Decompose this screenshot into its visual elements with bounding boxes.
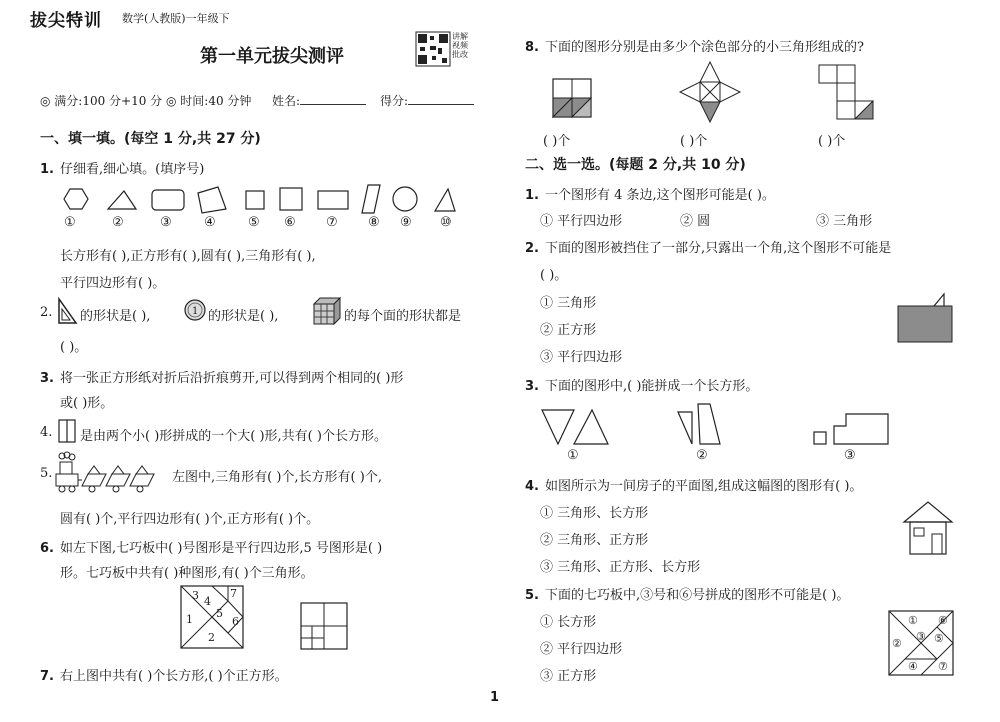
r-q3-figure-1 <box>540 408 610 446</box>
r-q3-figure-2 <box>676 402 724 446</box>
shape-train-figure <box>54 452 170 494</box>
qr-label: 讲解视频批改 <box>452 32 468 59</box>
r-q3-label-2[interactable]: ② <box>696 448 708 463</box>
q3-line-2[interactable]: 或( )形。 <box>60 396 114 411</box>
hidden-shape-figure <box>896 292 954 344</box>
r-q5-option-2[interactable]: ② 平行四边形 <box>540 642 623 657</box>
q6-line-2[interactable]: 形。七巧板中共有( )种图形,有( )个三角形。 <box>60 566 314 581</box>
cube-icon <box>312 296 342 326</box>
score-field[interactable] <box>380 92 474 109</box>
brand-part-b: 特训 <box>66 11 102 31</box>
q4-number: 4. <box>40 425 53 440</box>
r-tangram-label-3: ③ <box>916 630 926 643</box>
tangram-label-6: 6 <box>232 615 239 628</box>
r-tangram-label-7: ⑦ <box>938 660 948 673</box>
q1-label-8: ⑧ <box>368 215 380 230</box>
r-q3-figure-3 <box>812 412 892 446</box>
r-q5-text: 5. 下面的七巧板中,③号和⑥号拼成的图形不可能是( )。 <box>525 588 850 603</box>
q7-text[interactable]: 7. 右上图中共有( )个长方形,( )个正方形。 <box>40 669 288 684</box>
tangram-label-2: 2 <box>208 631 215 644</box>
r-q1-option-3[interactable]: ③ 三角形 <box>816 214 873 229</box>
name-field[interactable] <box>272 92 366 109</box>
q1-label-5: ⑤ <box>248 215 260 230</box>
r-q4-option-1[interactable]: ① 三角形、长方形 <box>540 506 649 521</box>
q2-number: 2. <box>40 305 53 320</box>
grade-label: 数学(人教版)一年级下 <box>122 12 230 25</box>
q8-figure-2 <box>680 62 740 122</box>
q2-part-b[interactable]: 的形状是( ), <box>208 309 279 324</box>
r-tangram-label-4: ④ <box>908 660 918 673</box>
r-q5-option-1[interactable]: ① 长方形 <box>540 615 597 630</box>
r-q2-option-3[interactable]: ③ 平行四边形 <box>540 350 623 365</box>
tangram-label-1: 1 <box>186 613 193 626</box>
r-tangram-label-5: ⑤ <box>934 632 944 645</box>
q1-answer-line-2[interactable]: 平行四边形有( )。 <box>60 276 166 291</box>
q2-part-a[interactable]: 的形状是( ), <box>80 309 151 324</box>
q5-line-1[interactable]: 左图中,三角形有( )个,长方形有( )个, <box>172 470 382 485</box>
qr-code-icon <box>416 32 450 66</box>
section-2-heading: 二、选一选。(每题 2 分,共 10 分) <box>525 157 746 173</box>
tangram-label-5: 5 <box>216 607 223 620</box>
r-q2-option-2[interactable]: ② 正方形 <box>540 323 597 338</box>
r-q1-text: 1. 一个图形有 4 条边,这个图形可能是( )。 <box>525 188 775 203</box>
r-q2-option-1[interactable]: ① 三角形 <box>540 296 597 311</box>
r-q4-option-2[interactable]: ② 三角形、正方形 <box>540 533 649 548</box>
q1-label-2: ② <box>112 215 124 230</box>
r-q3-text: 3. 下面的图形中,( )能拼成一个长方形。 <box>525 379 759 394</box>
q1-label-7: ⑦ <box>326 215 338 230</box>
coin-icon <box>184 299 206 321</box>
q1-answer-line-1[interactable]: 长方形有( ),正方形有( ),圆有( ),三角形有( ), <box>60 249 316 264</box>
q1-label-6: ⑥ <box>284 215 296 230</box>
r-q4-option-3[interactable]: ③ 三角形、正方形、长方形 <box>540 560 701 575</box>
page-title: 第一单元拔尖测评 <box>200 46 344 67</box>
q1-prompt: 1. 仔细看,细心填。(填序号) <box>40 162 205 177</box>
score-label: 得分: <box>380 94 409 108</box>
r-q2-line-1: 2. 下面的图形被挡住了一部分,只露出一个角,这个图形不可能是 <box>525 241 892 256</box>
time-info: ◎ 时间:40 分钟 <box>166 94 252 108</box>
r-q3-label-3[interactable]: ③ <box>844 448 856 463</box>
q1-label-4: ④ <box>204 215 216 230</box>
r-q3-label-1[interactable]: ① <box>567 448 579 463</box>
two-rectangles-icon <box>58 419 76 443</box>
score-info: ◎ 满分:100 分+10 分 <box>40 94 163 108</box>
tangram-label-7: 7 <box>230 587 237 600</box>
q1-label-3: ③ <box>160 215 172 230</box>
q1-label-9: ⑨ <box>400 215 412 230</box>
house-figure <box>902 500 954 556</box>
q3-line-1[interactable]: 3. 将一张正方形纸对折后沿折痕剪开,可以得到两个相同的( )形 <box>40 371 404 386</box>
q4-text[interactable]: 是由两个小( )形拼成的一个大( )形,共有( )个长方形。 <box>80 429 387 444</box>
tangram-label-4: 4 <box>204 595 211 608</box>
brand-logo <box>30 6 102 31</box>
r-tangram-label-1: ① <box>908 614 918 627</box>
r-tangram-label-2: ② <box>892 637 902 650</box>
r-q5-tangram-figure <box>888 610 954 676</box>
r-q1-option-1[interactable]: ① 平行四边形 <box>540 214 623 229</box>
svg-text:1: 1 <box>192 306 199 317</box>
page-number: 1 <box>490 690 500 705</box>
r-q2-line-2[interactable]: ( )。 <box>540 268 568 283</box>
r-q1-option-2[interactable]: ② 圆 <box>680 214 711 229</box>
q2-part-c: 的每个面的形状都是 <box>344 309 462 324</box>
q8-text: 8. 下面的图形分别是由多少个涂色部分的小三角形组成的? <box>525 40 864 55</box>
name-label: 姓名: <box>272 94 301 108</box>
q6-line-1[interactable]: 6. 如左下图,七巧板中( )号图形是平行四边形,5 号图形是( ) <box>40 541 383 556</box>
q8-figure-1 <box>552 78 592 118</box>
brand-part-a: 拔尖 <box>30 11 66 31</box>
q1-label-10: ⑩ <box>440 215 452 230</box>
q8-answer-1[interactable]: ( )个 <box>543 134 571 149</box>
r-q4-text: 4. 如图所示为一间房子的平面图,组成这幅图的图形有( )。 <box>525 479 863 494</box>
q8-figure-3 <box>818 64 874 120</box>
r-tangram-label-6: ⑥ <box>938 614 948 627</box>
q8-answer-3[interactable]: ( )个 <box>818 134 846 149</box>
grid-rectangles-figure <box>300 602 348 650</box>
q8-answer-2[interactable]: ( )个 <box>680 134 708 149</box>
q1-label-1: ① <box>64 215 76 230</box>
q5-number: 5. <box>40 466 53 481</box>
r-q5-option-3[interactable]: ③ 正方形 <box>540 669 597 684</box>
q2-part-d[interactable]: ( )。 <box>60 340 88 355</box>
section-1-heading: 一、填一填。(每空 1 分,共 27 分) <box>40 131 261 147</box>
tangram-label-3: 3 <box>192 589 199 602</box>
set-square-icon <box>56 297 78 325</box>
q5-line-2[interactable]: 圆有( )个,平行四边形有( )个,正方形有( )个。 <box>60 512 320 527</box>
tangram-figure <box>180 585 244 649</box>
